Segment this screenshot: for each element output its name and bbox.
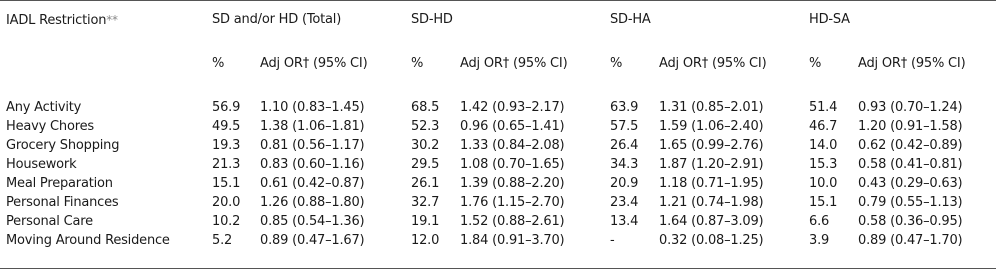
adj-or-cell: 1.33 (0.84–2.08) [460, 138, 565, 153]
percent-cell: 15.1 [809, 195, 838, 210]
adj-or-cell: 0.79 (0.55–1.13) [858, 195, 963, 210]
adj-or-cell: 0.43 (0.29–0.63) [858, 176, 963, 191]
group-header-sd-hd: SD-HD [411, 12, 453, 27]
adj-or-cell: 1.20 (0.91–1.58) [858, 119, 963, 134]
percent-cell: 56.9 [212, 100, 241, 115]
percent-cell: 6.6 [809, 214, 830, 229]
row-label: Any Activity [6, 100, 82, 115]
sub-header-percent: % [212, 56, 225, 71]
sub-header-adj-or: Adj OR† (95% CI) [460, 56, 568, 71]
adj-or-cell: 1.18 (0.71–1.95) [659, 176, 764, 191]
adj-or-cell: 0.93 (0.70–1.24) [858, 100, 963, 115]
adj-or-cell: 1.38 (1.06–1.81) [260, 119, 365, 134]
percent-cell: 52.3 [411, 119, 440, 134]
adj-or-cell: 1.21 (0.74–1.98) [659, 195, 764, 210]
percent-cell: 10.0 [809, 176, 838, 191]
percent-cell: 19.1 [411, 214, 440, 229]
row-header-marker: ** [106, 13, 118, 27]
percent-cell: 29.5 [411, 157, 440, 172]
table-top-rule [0, 0, 996, 1]
adj-or-cell: 1.64 (0.87–3.09) [659, 214, 764, 229]
group-header-sd-ha: SD-HA [610, 12, 651, 27]
adj-or-cell: 1.31 (0.85–2.01) [659, 100, 764, 115]
adj-or-cell: 1.42 (0.93–2.17) [460, 100, 565, 115]
adj-or-cell: 0.58 (0.36–0.95) [858, 214, 963, 229]
percent-cell: 23.4 [610, 195, 639, 210]
adj-or-cell: 1.26 (0.88–1.80) [260, 195, 365, 210]
sub-header-percent: % [809, 56, 822, 71]
percent-cell: 68.5 [411, 100, 440, 115]
row-label: Heavy Chores [6, 119, 94, 134]
sub-header-adj-or: Adj OR† (95% CI) [659, 56, 767, 71]
percent-cell: 30.2 [411, 138, 440, 153]
adj-or-cell: 0.58 (0.41–0.81) [858, 157, 963, 172]
sub-header-percent: % [610, 56, 623, 71]
adj-or-cell: 1.10 (0.83–1.45) [260, 100, 365, 115]
adj-or-cell: 0.83 (0.60–1.16) [260, 157, 365, 172]
adj-or-cell: 0.96 (0.65–1.41) [460, 119, 565, 134]
row-label: Personal Care [6, 214, 93, 229]
percent-cell: 21.3 [212, 157, 241, 172]
percent-cell: 26.1 [411, 176, 440, 191]
sub-header-adj-or: Adj OR† (95% CI) [260, 56, 368, 71]
percent-cell: 51.4 [809, 100, 838, 115]
row-label: Personal Finances [6, 195, 119, 210]
percent-cell: 15.1 [212, 176, 241, 191]
adj-or-cell: 1.65 (0.99–2.76) [659, 138, 764, 153]
percent-cell: 5.2 [212, 233, 233, 248]
adj-or-cell: 0.62 (0.42–0.89) [858, 138, 963, 153]
percent-cell: 32.7 [411, 195, 440, 210]
adj-or-cell: 0.32 (0.08–1.25) [659, 233, 764, 248]
adj-or-cell: 0.81 (0.56–1.17) [260, 138, 365, 153]
table-bottom-rule [0, 268, 996, 269]
sub-header-adj-or: Adj OR† (95% CI) [858, 56, 966, 71]
adj-or-cell: 1.08 (0.70–1.65) [460, 157, 565, 172]
row-header-label: IADL Restriction [6, 13, 107, 28]
row-label: Housework [6, 157, 77, 172]
percent-cell: 3.9 [809, 233, 830, 248]
adj-or-cell: 1.52 (0.88–2.61) [460, 214, 565, 229]
row-label: Grocery Shopping [6, 138, 120, 153]
row-label: Meal Preparation [6, 176, 113, 191]
adj-or-cell: 0.61 (0.42–0.87) [260, 176, 365, 191]
percent-cell: 63.9 [610, 100, 639, 115]
percent-cell: 20.0 [212, 195, 241, 210]
percent-cell: 15.3 [809, 157, 838, 172]
group-header-total: SD and/or HD (Total) [212, 12, 342, 27]
percent-cell: 14.0 [809, 138, 838, 153]
adj-or-cell: 1.39 (0.88–2.20) [460, 176, 565, 191]
percent-cell: 13.4 [610, 214, 639, 229]
percent-cell: - [610, 233, 615, 248]
percent-cell: 34.3 [610, 157, 639, 172]
adj-or-cell: 0.85 (0.54–1.36) [260, 214, 365, 229]
percent-cell: 46.7 [809, 119, 838, 134]
percent-cell: 12.0 [411, 233, 440, 248]
sub-header-percent: % [411, 56, 424, 71]
percent-cell: 57.5 [610, 119, 639, 134]
group-header-hd-sa: HD-SA [809, 12, 850, 27]
percent-cell: 26.4 [610, 138, 639, 153]
row-header [6, 12, 118, 29]
percent-cell: 20.9 [610, 176, 639, 191]
adj-or-cell: 1.84 (0.91–3.70) [460, 233, 565, 248]
percent-cell: 10.2 [212, 214, 241, 229]
adj-or-cell: 1.87 (1.20–2.91) [659, 157, 764, 172]
percent-cell: 49.5 [212, 119, 241, 134]
adj-or-cell: 0.89 (0.47–1.70) [858, 233, 963, 248]
percent-cell: 19.3 [212, 138, 241, 153]
adj-or-cell: 1.76 (1.15–2.70) [460, 195, 565, 210]
row-label: Moving Around Residence [6, 233, 170, 248]
adj-or-cell: 1.59 (1.06–2.40) [659, 119, 764, 134]
adj-or-cell: 0.89 (0.47–1.67) [260, 233, 365, 248]
